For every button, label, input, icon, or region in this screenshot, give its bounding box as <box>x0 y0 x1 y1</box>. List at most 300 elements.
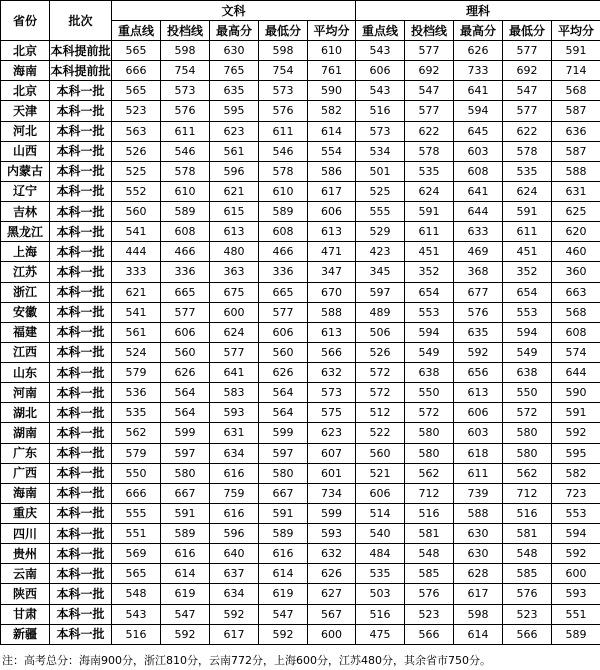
wenke-max-score-cell: 759 <box>210 483 259 503</box>
wenke-avg-score-cell: 627 <box>308 584 356 604</box>
wenke-admission-line-cell: 598 <box>161 41 210 61</box>
wenke-key-line-cell: 565 <box>112 41 161 61</box>
like-key-line-cell: 506 <box>356 322 405 342</box>
wenke-admission-line-cell: 610 <box>161 181 210 201</box>
wenke-avg-score-cell: 610 <box>308 41 356 61</box>
like-avg-score-cell: 620 <box>552 222 600 242</box>
like-admission-line-cell: 562 <box>405 463 454 483</box>
table-row <box>1 584 600 604</box>
wenke-avg-score-cell: 613 <box>308 322 356 342</box>
like-max-score-cell: 608 <box>454 161 503 181</box>
like-max-score-cell: 617 <box>454 584 503 604</box>
like-key-line-cell: 516 <box>356 604 405 624</box>
like-max-score-cell: 603 <box>454 141 503 161</box>
batch-cell: 本科一批 <box>50 262 112 282</box>
like-admission-line-cell: 611 <box>405 222 454 242</box>
wenke-min-score-cell: 560 <box>259 342 308 362</box>
batch-cell: 本科一批 <box>50 503 112 523</box>
province-cell: 北京 <box>1 41 50 61</box>
wenke-max-score-cell: 621 <box>210 181 259 201</box>
wenke-avg-score-cell: 590 <box>308 81 356 101</box>
wenke-max-score-cell: 593 <box>210 403 259 423</box>
batch-cell: 本科一批 <box>50 222 112 242</box>
table-row <box>1 222 600 242</box>
wenke-avg-score-cell: 617 <box>308 181 356 201</box>
table-row <box>1 604 600 624</box>
batch-cell: 本科一批 <box>50 403 112 423</box>
batch-cell: 本科一批 <box>50 322 112 342</box>
batch-cell: 本科一批 <box>50 363 112 383</box>
wenke-avg-score-cell: 588 <box>308 302 356 322</box>
wenke-min-score-cell: 573 <box>259 81 308 101</box>
province-cell: 河南 <box>1 383 50 403</box>
like-max-score-cell: 733 <box>454 61 503 81</box>
province-cell: 福建 <box>1 322 50 342</box>
like-avg-score-cell: 460 <box>552 242 600 262</box>
wenke-avg-score-cell: 586 <box>308 161 356 181</box>
like-min-score-cell: 547 <box>503 81 552 101</box>
like-max-score-cell: 611 <box>454 463 503 483</box>
header-like-min: 最低分 <box>503 21 552 41</box>
batch-cell: 本科一批 <box>50 101 112 121</box>
like-admission-line-cell: 594 <box>405 322 454 342</box>
like-avg-score-cell: 591 <box>552 41 600 61</box>
like-avg-score-cell: 553 <box>552 503 600 523</box>
province-cell: 重庆 <box>1 503 50 523</box>
wenke-avg-score-cell: 554 <box>308 141 356 161</box>
wenke-admission-line-cell: 336 <box>161 262 210 282</box>
like-key-line-cell: 501 <box>356 161 405 181</box>
wenke-key-line-cell: 526 <box>112 141 161 161</box>
like-avg-score-cell: 714 <box>552 61 600 81</box>
like-max-score-cell: 644 <box>454 202 503 222</box>
header-group-wenke: 文科 <box>112 1 356 21</box>
table-row <box>1 41 600 61</box>
province-cell: 山东 <box>1 363 50 383</box>
like-min-score-cell: 553 <box>503 302 552 322</box>
wenke-min-score-cell: 626 <box>259 363 308 383</box>
batch-cell: 本科一批 <box>50 141 112 161</box>
like-key-line-cell: 606 <box>356 483 405 503</box>
like-avg-score-cell: 568 <box>552 81 600 101</box>
wenke-min-score-cell: 336 <box>259 262 308 282</box>
like-admission-line-cell: 516 <box>405 503 454 523</box>
table-row <box>1 483 600 503</box>
wenke-min-score-cell: 598 <box>259 41 308 61</box>
wenke-avg-score-cell: 761 <box>308 61 356 81</box>
wenke-avg-score-cell: 573 <box>308 383 356 403</box>
table-row <box>1 443 600 463</box>
wenke-min-score-cell: 667 <box>259 483 308 503</box>
wenke-key-line-cell: 621 <box>112 282 161 302</box>
table-row <box>1 524 600 544</box>
batch-cell: 本科提前批 <box>50 61 112 81</box>
wenke-min-score-cell: 611 <box>259 121 308 141</box>
like-min-score-cell: 576 <box>503 584 552 604</box>
like-key-line-cell: 572 <box>356 383 405 403</box>
wenke-max-score-cell: 583 <box>210 383 259 403</box>
header-like-max: 最高分 <box>454 21 503 41</box>
wenke-key-line-cell: 551 <box>112 524 161 544</box>
wenke-avg-score-cell: 600 <box>308 624 356 644</box>
wenke-key-line-cell: 516 <box>112 624 161 644</box>
table-row <box>1 403 600 423</box>
wenke-admission-line-cell: 466 <box>161 242 210 262</box>
header-like-admission-line: 投档线 <box>405 21 454 41</box>
batch-cell: 本科一批 <box>50 202 112 222</box>
province-cell: 湖南 <box>1 423 50 443</box>
batch-cell: 本科一批 <box>50 383 112 403</box>
wenke-key-line-cell: 541 <box>112 302 161 322</box>
like-avg-score-cell: 588 <box>552 161 600 181</box>
wenke-key-line-cell: 562 <box>112 423 161 443</box>
like-avg-score-cell: 625 <box>552 202 600 222</box>
like-avg-score-cell: 360 <box>552 262 600 282</box>
like-max-score-cell: 630 <box>454 544 503 564</box>
wenke-admission-line-cell: 589 <box>161 202 210 222</box>
like-avg-score-cell: 574 <box>552 342 600 362</box>
like-avg-score-cell: 587 <box>552 101 600 121</box>
batch-cell: 本科一批 <box>50 342 112 362</box>
like-min-score-cell: 548 <box>503 544 552 564</box>
like-min-score-cell: 594 <box>503 322 552 342</box>
like-max-score-cell: 469 <box>454 242 503 262</box>
province-cell: 云南 <box>1 564 50 584</box>
wenke-admission-line-cell: 614 <box>161 564 210 584</box>
table-row <box>1 544 600 564</box>
like-max-score-cell: 368 <box>454 262 503 282</box>
wenke-max-score-cell: 616 <box>210 463 259 483</box>
like-admission-line-cell: 352 <box>405 262 454 282</box>
like-min-score-cell: 549 <box>503 342 552 362</box>
like-max-score-cell: 606 <box>454 403 503 423</box>
like-max-score-cell: 598 <box>454 604 503 624</box>
like-admission-line-cell: 547 <box>405 81 454 101</box>
wenke-key-line-cell: 444 <box>112 242 161 262</box>
batch-cell: 本科一批 <box>50 121 112 141</box>
wenke-admission-line-cell: 577 <box>161 302 210 322</box>
wenke-min-score-cell: 614 <box>259 564 308 584</box>
table-row <box>1 423 600 443</box>
province-cell: 天津 <box>1 101 50 121</box>
like-key-line-cell: 516 <box>356 101 405 121</box>
province-cell: 黑龙江 <box>1 222 50 242</box>
like-max-score-cell: 592 <box>454 342 503 362</box>
like-min-score-cell: 523 <box>503 604 552 624</box>
wenke-admission-line-cell: 589 <box>161 524 210 544</box>
like-key-line-cell: 529 <box>356 222 405 242</box>
wenke-key-line-cell: 541 <box>112 222 161 242</box>
like-admission-line-cell: 580 <box>405 423 454 443</box>
wenke-min-score-cell: 619 <box>259 584 308 604</box>
like-max-score-cell: 641 <box>454 81 503 101</box>
like-admission-line-cell: 622 <box>405 121 454 141</box>
wenke-max-score-cell: 577 <box>210 342 259 362</box>
wenke-avg-score-cell: 599 <box>308 503 356 523</box>
wenke-admission-line-cell: 580 <box>161 463 210 483</box>
batch-cell: 本科一批 <box>50 443 112 463</box>
header-group-like: 理科 <box>356 1 600 21</box>
wenke-max-score-cell: 613 <box>210 222 259 242</box>
batch-cell: 本科一批 <box>50 483 112 503</box>
like-min-score-cell: 611 <box>503 222 552 242</box>
wenke-key-line-cell: 565 <box>112 564 161 584</box>
like-avg-score-cell: 594 <box>552 524 600 544</box>
wenke-min-score-cell: 564 <box>259 383 308 403</box>
province-cell: 广西 <box>1 463 50 483</box>
like-admission-line-cell: 548 <box>405 544 454 564</box>
header-province: 省份 <box>1 1 50 41</box>
province-cell: 甘肃 <box>1 604 50 624</box>
like-min-score-cell: 654 <box>503 282 552 302</box>
like-key-line-cell: 572 <box>356 363 405 383</box>
like-key-line-cell: 484 <box>356 544 405 564</box>
like-max-score-cell: 656 <box>454 363 503 383</box>
like-min-score-cell: 352 <box>503 262 552 282</box>
wenke-max-score-cell: 641 <box>210 363 259 383</box>
province-cell: 江西 <box>1 342 50 362</box>
wenke-min-score-cell: 597 <box>259 443 308 463</box>
wenke-key-line-cell: 523 <box>112 101 161 121</box>
province-cell: 山西 <box>1 141 50 161</box>
wenke-min-score-cell: 547 <box>259 604 308 624</box>
like-avg-score-cell: 608 <box>552 322 600 342</box>
like-admission-line-cell: 585 <box>405 564 454 584</box>
wenke-max-score-cell: 634 <box>210 584 259 604</box>
like-admission-line-cell: 550 <box>405 383 454 403</box>
wenke-admission-line-cell: 597 <box>161 443 210 463</box>
batch-cell: 本科一批 <box>50 161 112 181</box>
like-min-score-cell: 638 <box>503 363 552 383</box>
wenke-min-score-cell: 564 <box>259 403 308 423</box>
like-min-score-cell: 581 <box>503 524 552 544</box>
wenke-key-line-cell: 543 <box>112 604 161 624</box>
like-min-score-cell: 585 <box>503 564 552 584</box>
table-row <box>1 564 600 584</box>
province-cell: 新疆 <box>1 624 50 644</box>
wenke-max-score-cell: 765 <box>210 61 259 81</box>
header-wenke-avg: 平均分 <box>308 21 356 41</box>
wenke-key-line-cell: 560 <box>112 202 161 222</box>
like-min-score-cell: 572 <box>503 403 552 423</box>
header-row-groups <box>1 1 600 21</box>
header-wenke-admission-line: 投档线 <box>161 21 210 41</box>
wenke-avg-score-cell: 582 <box>308 101 356 121</box>
like-key-line-cell: 560 <box>356 443 405 463</box>
wenke-max-score-cell: 617 <box>210 624 259 644</box>
wenke-key-line-cell: 579 <box>112 443 161 463</box>
like-max-score-cell: 739 <box>454 483 503 503</box>
wenke-admission-line-cell: 667 <box>161 483 210 503</box>
wenke-max-score-cell: 631 <box>210 423 259 443</box>
province-cell: 贵州 <box>1 544 50 564</box>
wenke-admission-line-cell: 599 <box>161 423 210 443</box>
province-cell: 陕西 <box>1 584 50 604</box>
like-max-score-cell: 618 <box>454 443 503 463</box>
province-cell: 广东 <box>1 443 50 463</box>
wenke-max-score-cell: 596 <box>210 524 259 544</box>
wenke-admission-line-cell: 576 <box>161 101 210 121</box>
batch-cell: 本科一批 <box>50 242 112 262</box>
like-key-line-cell: 345 <box>356 262 405 282</box>
wenke-min-score-cell: 610 <box>259 181 308 201</box>
like-max-score-cell: 628 <box>454 564 503 584</box>
like-avg-score-cell: 589 <box>552 624 600 644</box>
wenke-min-score-cell: 592 <box>259 624 308 644</box>
wenke-max-score-cell: 635 <box>210 81 259 101</box>
like-avg-score-cell: 663 <box>552 282 600 302</box>
wenke-avg-score-cell: 614 <box>308 121 356 141</box>
like-avg-score-cell: 592 <box>552 423 600 443</box>
like-admission-line-cell: 577 <box>405 101 454 121</box>
wenke-key-line-cell: 550 <box>112 463 161 483</box>
wenke-avg-score-cell: 606 <box>308 202 356 222</box>
table-row <box>1 363 600 383</box>
wenke-key-line-cell: 552 <box>112 181 161 201</box>
like-key-line-cell: 606 <box>356 61 405 81</box>
wenke-key-line-cell: 666 <box>112 483 161 503</box>
wenke-max-score-cell: 480 <box>210 242 259 262</box>
wenke-avg-score-cell: 593 <box>308 524 356 544</box>
wenke-avg-score-cell: 566 <box>308 342 356 362</box>
like-key-line-cell: 543 <box>356 81 405 101</box>
wenke-avg-score-cell: 613 <box>308 222 356 242</box>
like-max-score-cell: 594 <box>454 101 503 121</box>
like-avg-score-cell: 600 <box>552 564 600 584</box>
like-key-line-cell: 540 <box>356 524 405 544</box>
like-max-score-cell: 626 <box>454 41 503 61</box>
like-max-score-cell: 588 <box>454 503 503 523</box>
wenke-max-score-cell: 637 <box>210 564 259 584</box>
like-avg-score-cell: 631 <box>552 181 600 201</box>
like-min-score-cell: 562 <box>503 463 552 483</box>
wenke-min-score-cell: 606 <box>259 322 308 342</box>
table-row <box>1 121 600 141</box>
wenke-key-line-cell: 579 <box>112 363 161 383</box>
like-key-line-cell: 555 <box>356 202 405 222</box>
like-max-score-cell: 614 <box>454 624 503 644</box>
like-min-score-cell: 692 <box>503 61 552 81</box>
like-admission-line-cell: 692 <box>405 61 454 81</box>
wenke-admission-line-cell: 665 <box>161 282 210 302</box>
like-max-score-cell: 630 <box>454 524 503 544</box>
like-key-line-cell: 573 <box>356 121 405 141</box>
wenke-min-score-cell: 578 <box>259 161 308 181</box>
like-avg-score-cell: 592 <box>552 544 600 564</box>
batch-cell: 本科一批 <box>50 81 112 101</box>
province-cell: 安徽 <box>1 302 50 322</box>
like-admission-line-cell: 576 <box>405 584 454 604</box>
like-min-score-cell: 516 <box>503 503 552 523</box>
like-key-line-cell: 521 <box>356 463 405 483</box>
wenke-min-score-cell: 576 <box>259 101 308 121</box>
wenke-max-score-cell: 363 <box>210 262 259 282</box>
table-row <box>1 141 600 161</box>
wenke-avg-score-cell: 567 <box>308 604 356 624</box>
wenke-min-score-cell: 580 <box>259 463 308 483</box>
like-avg-score-cell: 636 <box>552 121 600 141</box>
like-max-score-cell: 576 <box>454 302 503 322</box>
batch-cell: 本科提前批 <box>50 41 112 61</box>
like-key-line-cell: 489 <box>356 302 405 322</box>
wenke-admission-line-cell: 547 <box>161 604 210 624</box>
wenke-key-line-cell: 333 <box>112 262 161 282</box>
like-admission-line-cell: 572 <box>405 403 454 423</box>
wenke-key-line-cell: 565 <box>112 81 161 101</box>
wenke-min-score-cell: 589 <box>259 524 308 544</box>
table-row <box>1 262 600 282</box>
batch-cell: 本科一批 <box>50 544 112 564</box>
wenke-key-line-cell: 569 <box>112 544 161 564</box>
like-admission-line-cell: 580 <box>405 443 454 463</box>
like-admission-line-cell: 549 <box>405 342 454 362</box>
like-max-score-cell: 633 <box>454 222 503 242</box>
batch-cell: 本科一批 <box>50 524 112 544</box>
wenke-admission-line-cell: 626 <box>161 363 210 383</box>
like-min-score-cell: 577 <box>503 101 552 121</box>
wenke-key-line-cell: 536 <box>112 383 161 403</box>
like-avg-score-cell: 595 <box>552 443 600 463</box>
like-admission-line-cell: 523 <box>405 604 454 624</box>
like-min-score-cell: 624 <box>503 181 552 201</box>
wenke-max-score-cell: 624 <box>210 322 259 342</box>
like-min-score-cell: 451 <box>503 242 552 262</box>
table-row <box>1 322 600 342</box>
wenke-admission-line-cell: 606 <box>161 322 210 342</box>
wenke-max-score-cell: 595 <box>210 101 259 121</box>
wenke-admission-line-cell: 564 <box>161 403 210 423</box>
wenke-max-score-cell: 600 <box>210 302 259 322</box>
batch-cell: 本科一批 <box>50 463 112 483</box>
wenke-max-score-cell: 592 <box>210 604 259 624</box>
like-admission-line-cell: 553 <box>405 302 454 322</box>
like-avg-score-cell: 568 <box>552 302 600 322</box>
like-key-line-cell: 423 <box>356 242 405 262</box>
wenke-admission-line-cell: 560 <box>161 342 210 362</box>
wenke-avg-score-cell: 626 <box>308 564 356 584</box>
like-max-score-cell: 635 <box>454 322 503 342</box>
table-row <box>1 503 600 523</box>
wenke-admission-line-cell: 546 <box>161 141 210 161</box>
like-avg-score-cell: 644 <box>552 363 600 383</box>
like-admission-line-cell: 624 <box>405 181 454 201</box>
wenke-max-score-cell: 675 <box>210 282 259 302</box>
province-cell: 北京 <box>1 81 50 101</box>
table-row <box>1 81 600 101</box>
like-max-score-cell: 645 <box>454 121 503 141</box>
table-row <box>1 383 600 403</box>
batch-cell: 本科一批 <box>50 604 112 624</box>
wenke-avg-score-cell: 471 <box>308 242 356 262</box>
like-min-score-cell: 580 <box>503 443 552 463</box>
batch-cell: 本科一批 <box>50 624 112 644</box>
like-admission-line-cell: 535 <box>405 161 454 181</box>
province-cell: 吉林 <box>1 202 50 222</box>
table-row <box>1 463 600 483</box>
table-row <box>1 101 600 121</box>
wenke-min-score-cell: 754 <box>259 61 308 81</box>
wenke-avg-score-cell: 347 <box>308 262 356 282</box>
header-wenke-min: 最低分 <box>259 21 308 41</box>
wenke-max-score-cell: 630 <box>210 41 259 61</box>
wenke-key-line-cell: 563 <box>112 121 161 141</box>
wenke-min-score-cell: 616 <box>259 544 308 564</box>
wenke-key-line-cell: 555 <box>112 503 161 523</box>
wenke-avg-score-cell: 632 <box>308 544 356 564</box>
like-avg-score-cell: 551 <box>552 604 600 624</box>
wenke-avg-score-cell: 601 <box>308 463 356 483</box>
wenke-admission-line-cell: 608 <box>161 222 210 242</box>
